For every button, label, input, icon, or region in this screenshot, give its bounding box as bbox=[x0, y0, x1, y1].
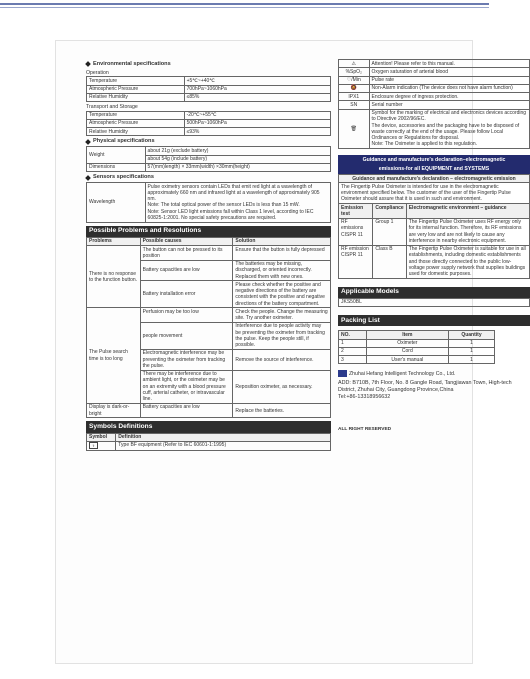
cell: Relative Humidity bbox=[87, 93, 185, 101]
cell: Symbol bbox=[87, 433, 116, 441]
cell: +5℃~+40℃ bbox=[184, 77, 330, 85]
symbol-legend-table bbox=[338, 59, 530, 149]
cell: Oxygen saturation of arterial blood bbox=[369, 68, 529, 76]
table-row bbox=[339, 245, 530, 278]
type-bf-icon: ⚕ bbox=[89, 442, 98, 449]
cell: %SpO₂ bbox=[339, 68, 370, 76]
header-rule bbox=[0, 3, 489, 5]
bullet-icon bbox=[85, 139, 91, 145]
cell: Display is dark-or-bright bbox=[87, 403, 141, 418]
cell: ≤93% bbox=[184, 128, 330, 136]
cell: The Fingertip Pulse Oximeter uses RF energy only for its internal function. Therefore, its RF emissions are very low and are not likely to cause any interference in nearby electronic equipment. bbox=[406, 218, 529, 245]
transport-table bbox=[86, 111, 331, 137]
cell: 2 bbox=[339, 347, 367, 355]
cell: Item bbox=[367, 331, 448, 339]
cell: Oximeter bbox=[367, 339, 448, 347]
cell: The Fingertip Pulse Oximeter is suitable for use in all establishments, including domestic establishments and those directly connected to the public low-voltage power supply network that supplies buildings used for domestic purposes. bbox=[406, 245, 529, 278]
symbols-table bbox=[86, 433, 331, 452]
cell: The Fingertip Pulse Oximeter is intended for use in the electromagnetic environment specified below. The customer of the user of the Fingertip Pulse Oximeter should assure that it is used in such and environment. bbox=[339, 183, 530, 204]
cell: SN bbox=[339, 101, 370, 109]
physical-table bbox=[86, 146, 331, 172]
company-tel: Tel:+86-13318956632 bbox=[338, 393, 391, 400]
cell: There may be interference due to ambient light, or the oximeter may be on an extremity with a blood pressure cuff, arterial catheter, or intravascular line. bbox=[140, 370, 233, 403]
company-name: Zhuhai Hefang Intelligent Technology Co., Ltd. bbox=[349, 370, 456, 377]
company-address: ADD: B710B, 7th Floor, No. 8 Gangle Road, Tangjiawan Town, High-tech District, Zhuhai City, Guangdong Province,China bbox=[338, 380, 512, 394]
table-row bbox=[339, 218, 530, 245]
table-row bbox=[339, 339, 495, 347]
cell: Cord bbox=[367, 347, 448, 355]
no-alarm-icon: 🔕 bbox=[339, 84, 370, 92]
table-row bbox=[339, 298, 530, 306]
cell bbox=[87, 441, 116, 450]
cell: 1 bbox=[448, 347, 495, 355]
cell: about 21g (exclude battery) bbox=[145, 147, 330, 155]
table-row bbox=[339, 175, 530, 183]
cell: Electromagnetic environment – guidance bbox=[406, 204, 529, 219]
cell: Emission test bbox=[339, 204, 373, 219]
models-title: Applicable Models bbox=[338, 287, 530, 298]
cell: Battery capacities are low bbox=[140, 260, 233, 281]
cell: Pulse rate bbox=[369, 76, 529, 84]
company-line bbox=[338, 370, 530, 377]
cell: Possible causes bbox=[140, 237, 233, 245]
cell: Ensure that the button is fully depressed bbox=[233, 246, 331, 261]
cell: The button can not be pressed to its position bbox=[140, 246, 233, 261]
sensor-heading bbox=[86, 174, 331, 181]
table-row bbox=[339, 331, 495, 339]
cell: RF emission CISPR 11 bbox=[339, 245, 373, 278]
cell: Weight bbox=[87, 147, 146, 164]
cell: Relative Humidity bbox=[87, 128, 185, 136]
cell: ≤85% bbox=[184, 93, 330, 101]
table-row bbox=[339, 93, 530, 101]
emc-title-line2: emissions-for all EQUIPMENT and SYSTEMS bbox=[338, 165, 530, 175]
table-row bbox=[87, 308, 331, 323]
cell: 57(mm)length) × 33mm(width) ×30mm(height) bbox=[145, 163, 330, 171]
table-row bbox=[87, 163, 331, 171]
pulse-rate-icon: ♡/Min bbox=[339, 76, 370, 84]
cell: Electromagnetic interference may be preventing the oximeter from tracking the pulse. bbox=[140, 349, 233, 370]
sensor-table bbox=[86, 182, 331, 223]
cell: -20℃~+55℃ bbox=[184, 111, 330, 119]
cell: Enclosure degree of ingress protection. bbox=[369, 93, 529, 101]
cell: Non-Alarm indication (The device does not have alarm function) bbox=[369, 84, 529, 92]
env-heading bbox=[86, 61, 331, 68]
rights-reserved: ALL RIGHT RESERVED bbox=[338, 426, 392, 432]
manual-sheet bbox=[55, 40, 527, 664]
cell: Definition bbox=[116, 433, 331, 441]
cell: NO. bbox=[339, 331, 367, 339]
cell: about 54g (include battery) bbox=[145, 155, 330, 163]
cell: 1 bbox=[339, 339, 367, 347]
cell: Guidance and manufacture's declaration – electromagnetic emission bbox=[339, 175, 530, 183]
cell: Temperature bbox=[87, 111, 185, 119]
table-row bbox=[87, 246, 331, 261]
phys-heading bbox=[86, 138, 331, 145]
table-row bbox=[87, 147, 331, 155]
table-row bbox=[339, 109, 530, 149]
table-row bbox=[87, 119, 331, 127]
cell: Solution bbox=[233, 237, 331, 245]
warning-icon: ⚠ bbox=[339, 60, 370, 68]
cell: Atmospheric Pressure bbox=[87, 119, 185, 127]
problems-table bbox=[86, 237, 331, 419]
cell: Interference due to people activity may be preventing the oximeter from tracking the pulse. Keep the people still, if possible. bbox=[233, 322, 331, 349]
cell: Attention! Please refer to this manual. bbox=[369, 60, 529, 68]
cell: Perfusion may be too low bbox=[140, 308, 233, 323]
table-row bbox=[339, 204, 530, 219]
cell: Temperature bbox=[87, 77, 185, 85]
cell: The batteries may be missing, discharged, or oriented incorrectly. Replaced them with new ones. bbox=[233, 260, 331, 281]
bullet-icon bbox=[85, 175, 91, 181]
cell: Problems bbox=[87, 237, 141, 245]
cell: Please check whether the positive and negative directions of the battery are consistent with the positive and negative directions of the battery compartment. bbox=[233, 281, 331, 308]
model-value: JKS50BL bbox=[339, 298, 530, 306]
table-row bbox=[339, 76, 530, 84]
cell: There is no response to the function button. bbox=[87, 246, 141, 308]
operation-label: Operation bbox=[86, 69, 109, 76]
header-rule-thin bbox=[0, 7, 489, 8]
cell: Remove the source of interference. bbox=[233, 349, 331, 370]
models-table bbox=[338, 298, 530, 307]
sensor-title: Sensors specifications bbox=[93, 174, 154, 181]
cell: 1 bbox=[448, 339, 495, 347]
cell: Serial number bbox=[369, 101, 529, 109]
emc-table bbox=[338, 174, 530, 279]
table-row bbox=[339, 347, 495, 355]
cell: User's manual bbox=[367, 356, 448, 364]
bullet-icon bbox=[85, 62, 91, 68]
table-row bbox=[339, 60, 530, 68]
cell: Group 1 bbox=[373, 218, 406, 245]
table-row bbox=[87, 403, 331, 418]
cell: Reposition oximeter, as necessary. bbox=[233, 370, 331, 403]
company-block bbox=[338, 370, 530, 400]
cell: Battery installation error bbox=[140, 281, 233, 308]
cell: RF emissions CISPR 11 bbox=[339, 218, 373, 245]
cell: Battery capacities are low bbox=[140, 403, 233, 418]
table-row bbox=[87, 128, 331, 136]
table-row bbox=[339, 84, 530, 92]
cell: Class B bbox=[373, 245, 406, 278]
left-column bbox=[86, 59, 331, 451]
packing-title: Packing List bbox=[338, 315, 530, 326]
cell: Wavelength bbox=[87, 183, 146, 223]
cell: Quantity bbox=[448, 331, 495, 339]
cell: Check the people. Change the measuring site. Try another oximeter. bbox=[233, 308, 331, 323]
company-logo-icon bbox=[338, 370, 347, 377]
transport-label: Transport and Storage bbox=[86, 104, 138, 111]
weee-bin-icon: 🗑 bbox=[339, 109, 370, 149]
symbols-title: Symbols Definitions bbox=[86, 421, 331, 432]
table-row bbox=[87, 85, 331, 93]
table-row bbox=[87, 111, 331, 119]
env-title: Environmental specifications bbox=[93, 61, 171, 67]
table-row bbox=[87, 237, 331, 245]
table-row bbox=[87, 93, 331, 101]
cell: Type BF equipment (Refer to IEC 60601-1:1995) bbox=[116, 441, 331, 450]
cell: people movement bbox=[140, 322, 233, 349]
cell: Compliance bbox=[373, 204, 406, 219]
cell: Dimensions bbox=[87, 163, 146, 171]
cell: IPX1 bbox=[339, 93, 370, 101]
table-row bbox=[339, 356, 495, 364]
operation-table bbox=[86, 76, 331, 102]
cell: Symbol for the marking of electrical and electronics devices according to Directive 2002/96/EC. The device, accessories and the packaging have to be disposed of waste correctly at the end of the usage. Please follow Local Ordinances or Regulations for disposal. Note: The Oximeter is applied to this regulation. bbox=[369, 109, 529, 149]
cell: 3 bbox=[339, 356, 367, 364]
cell: 500hPa~1060hPa bbox=[184, 119, 330, 127]
table-row bbox=[87, 183, 331, 223]
table-row bbox=[87, 77, 331, 85]
table-row bbox=[87, 433, 331, 441]
cell: The Pulse search time is too long bbox=[87, 308, 141, 404]
problems-title: Possible Problems and Resolutions bbox=[86, 226, 331, 237]
table-row bbox=[339, 101, 530, 109]
table-row bbox=[339, 183, 530, 204]
cell: Atmospheric Pressure bbox=[87, 85, 185, 93]
cell: Replace the batteries. bbox=[233, 403, 331, 418]
packing-table bbox=[338, 330, 495, 364]
cell: Pulse oximetry sensors contain LEDs that emit red light at a wavelength of approximately 660 nm and infrared light at a wavelength of approximately 905 nm. Note: The total optical power of the sensor LEDs is less than 15 mW. Note: Sensor LED light emissions fall within Class 1 level, according to IEC 60825-1:2001. No special safety precautions are required. bbox=[145, 183, 330, 223]
emc-title-line1: Guidance and manufacture's declaration–electromagnetic bbox=[338, 155, 530, 165]
table-row bbox=[339, 68, 530, 76]
cell: 700hPa~1060hPa bbox=[184, 85, 330, 93]
table-row bbox=[87, 441, 331, 450]
right-column bbox=[338, 59, 530, 433]
cell: 1 bbox=[448, 356, 495, 364]
phys-title: Physical specifications bbox=[93, 138, 155, 145]
